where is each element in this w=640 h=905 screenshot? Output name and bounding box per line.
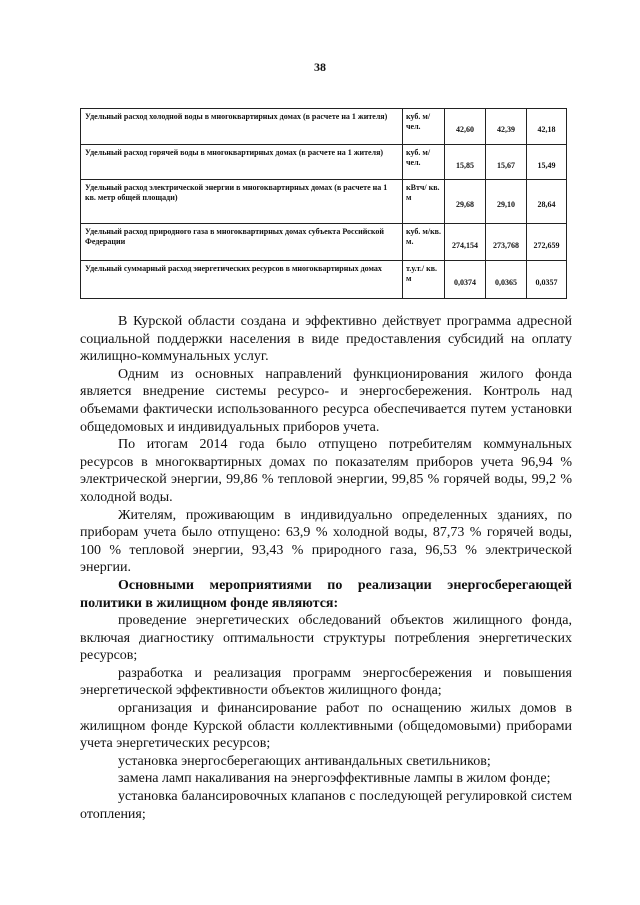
- table-row: [81, 261, 567, 299]
- unit-cell: куб. м/кв. м.: [403, 224, 445, 261]
- unit-cell: кВтч/ кв. м: [403, 180, 445, 224]
- page-number: 38: [314, 60, 326, 74]
- indicator-label: Удельный расход электрической энергии в многоквартирных домах (в расчете на 1 кв. метр общей площади): [81, 180, 403, 224]
- value-cell: 29,10: [486, 180, 527, 224]
- paragraph: разработка и реализация программ энергосбережения и повышения энергетической эффективности объектов жилищного фонда;: [80, 665, 572, 699]
- unit-cell: куб. м/чел.: [403, 145, 445, 180]
- paragraph: замена ламп накаливания на энергоэффективные лампы в жилом фонде;: [118, 771, 551, 787]
- table-row: [81, 180, 567, 224]
- consumption-table: [80, 108, 567, 299]
- value-cell: 15,85: [445, 145, 486, 180]
- table-row: [81, 224, 567, 261]
- table-row: [81, 109, 567, 145]
- value-cell: 29,68: [445, 180, 486, 224]
- paragraph: Жителям, проживающим в индивидуально определенных зданиях, по приборам учета было отпущено: 63,9 % холодной воды, 87,73 % горячей воды, 100 % тепловой энергии, 93,43 % природного газа, 96,53 % электрической энергии.: [80, 507, 572, 576]
- value-cell: 42,39: [486, 109, 527, 145]
- unit-cell: т.у.т./ кв. м: [403, 261, 445, 299]
- body-text: [80, 313, 572, 823]
- indicator-label: Удельный расход горячей воды в многоквартирных домах (в расчете на 1 жителя): [81, 145, 403, 180]
- paragraph: В Курской области создана и эффективно действует программа адресной социальной поддержки населения в виде предоставления субсидий на оплату жилищно-коммунальных услуг.: [80, 314, 572, 365]
- value-cell: 42,18: [527, 109, 567, 145]
- value-cell: 274,154: [445, 224, 486, 261]
- value-cell: 0,0365: [486, 261, 527, 299]
- paragraph: организация и финансирование работ по оснащению жилых домов в жилищном фонде Курской области коллективными (общедомовыми) приборами учета энергетических ресурсов;: [80, 701, 572, 752]
- value-cell: 272,659: [527, 224, 567, 261]
- paragraph: По итогам 2014 года было отпущено потребителям коммунальных ресурсов в многоквартирных домах по показателям приборов учета 96,94 % электрической энергии, 99,86 % тепловой энергии, 99,85 % горячей воды, 99,2 % холодной воды.: [80, 437, 572, 505]
- table-row: [81, 145, 567, 180]
- unit-cell: куб. м/чел.: [403, 109, 445, 145]
- table-body: [81, 109, 567, 299]
- paragraph: проведение энергетических обследований объектов жилищного фонда, включая диагностику оптимальности структуры потребления энергетических ресурсов;: [80, 613, 572, 664]
- indicator-label: Удельный расход холодной воды в многоквартирных домах (в расчете на 1 жителя): [81, 109, 403, 145]
- paragraph: установка балансировочных клапанов с последующей регулировкой систем отопления;: [80, 789, 572, 822]
- value-cell: 42,60: [445, 109, 486, 145]
- value-cell: 28,64: [527, 180, 567, 224]
- indicator-label: Удельный расход природного газа в многоквартирных домах субъекта Российской Федерации: [81, 224, 403, 261]
- section-heading: Основными мероприятиями по реализации энергосберегающей политики в жилищном фонде являются:: [80, 577, 572, 611]
- value-cell: 0,0357: [527, 261, 567, 299]
- value-cell: 15,49: [527, 145, 567, 180]
- paragraph: установка энергосберегающих антивандальных светильников;: [118, 753, 491, 769]
- value-cell: 273,768: [486, 224, 527, 261]
- indicator-label: Удельный суммарный расход энергетических ресурсов в многоквартирных домах: [81, 261, 403, 299]
- value-cell: 15,67: [486, 145, 527, 180]
- value-cell: 0,0374: [445, 261, 486, 299]
- paragraph: Одним из основных направлений функционирования жилого фонда является внедрение системы ресурсо- и энергосбережения. Контроль над объемами фактически использованного ресурса обеспечивается путем установки общедомовых и индивидуальных приборов учета.: [80, 366, 572, 435]
